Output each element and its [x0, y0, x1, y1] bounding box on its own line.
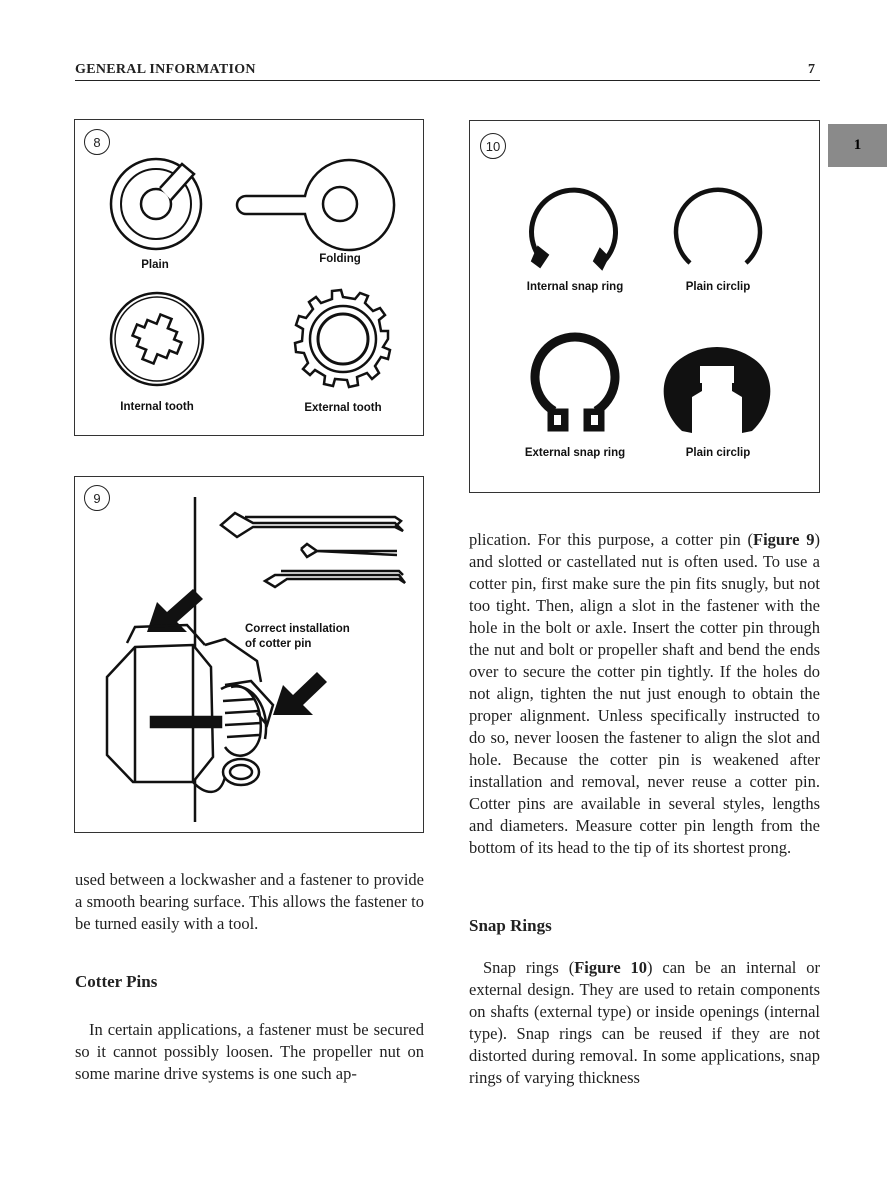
figure-8-number: 8: [84, 129, 110, 155]
plain-washer-drawing: [111, 159, 201, 249]
figure-9-number: 9: [84, 485, 110, 511]
plain-circlip-top-drawing: [676, 190, 760, 263]
right-column-paragraph-1: [469, 529, 820, 859]
figure-8-washers: [74, 119, 424, 436]
right-column-paragraph-2: [469, 957, 820, 1089]
paragraph-text: In certain applications, a fastener must be secured so it cannot possibly loosen. The propeller nut on some marine drive systems is one such ap-: [75, 1020, 424, 1083]
figure-9-cotter-pin: [74, 476, 424, 833]
internal-snap-ring-drawing: [532, 190, 616, 269]
text-run: Snap rings (: [483, 958, 575, 977]
label-internal-snap-ring: Internal snap ring: [526, 281, 624, 293]
heading-cotter-pins: Cotter Pins: [75, 972, 158, 991]
header-rule: [75, 80, 820, 81]
left-column-paragraph-1: [75, 869, 424, 935]
paragraph-text: used between a lockwasher and a fastener to provide a smooth bearing surface. This allows the fastener to be turned easily with a tool.: [75, 870, 424, 933]
figure-8-illustration: [75, 120, 425, 437]
arrow-right-drawing: [273, 672, 327, 715]
label-external-tooth: External tooth: [304, 402, 382, 414]
figure-10-number: 10: [480, 133, 506, 159]
figure-9-reference: Figure 9: [753, 530, 815, 549]
plain-circlip-bottom-drawing: [664, 347, 771, 433]
castellated-nut-drawing: [107, 625, 273, 792]
caption-line-2: of cotter pin: [245, 638, 312, 650]
figure-10-illustration: [470, 121, 821, 494]
page-number: 7: [808, 62, 815, 77]
external-snap-ring-drawing: [535, 337, 615, 431]
text-run: ) can be an internal or external design. They are used to retain components on shafts (external type) or inside openings (internal type). Snap rings can be reused if they are not distorted during removal. In some applications, snap rings of varying thickness: [469, 958, 820, 1087]
figure-9-illustration: [75, 477, 425, 834]
label-plain: Plain: [141, 259, 169, 271]
chapter-tab: 1: [828, 124, 887, 167]
label-plain-circlip-bottom: Plain circlip: [685, 447, 751, 459]
label-plain-circlip-top: Plain circlip: [685, 281, 751, 293]
label-external-snap-ring: External snap ring: [524, 447, 626, 459]
cotter-pin-drawings: [221, 513, 405, 587]
figure-10-snap-rings: [469, 120, 820, 493]
internal-tooth-washer-drawing: [111, 293, 203, 385]
text-run: ) and slotted or castellated nut is often used. To use a cotter pin, first make sure the pin fits snugly, but not too tight. Then, align a slot in the fastener with the hole in the bolt or axle. Insert the cotter pin through the nut and bolt or propeller shaft and bend the ends over to secure the cotter pin tightly. If the holes do not align, tighten the nut just enough to obtain the proper alignment. Unless specifically instructed to do so, never loosen the fastener to align the slot and hole. Because the cotter pin is weakened after installation and removal, never reuse a cotter pin. Cotter pins are available in several styles, lengths and diameters. Measure cotter pin length from the bottom of its head to the tip of its shortest prong.: [469, 530, 820, 857]
heading-snap-rings: Snap Rings: [469, 916, 552, 935]
caption-line-1: Correct installation: [245, 623, 350, 635]
label-folding: Folding: [319, 253, 361, 265]
running-header-title: GENERAL INFORMATION: [75, 62, 256, 77]
text-run: plication. For this purpose, a cotter pin (: [469, 530, 753, 549]
paragraph-text: [469, 529, 820, 859]
label-internal-tooth: Internal tooth: [120, 401, 194, 413]
external-tooth-washer-drawing: [295, 290, 390, 387]
paragraph-text: [469, 957, 820, 1089]
folding-washer-drawing: [237, 160, 394, 250]
figure-10-reference: Figure 10: [574, 958, 648, 977]
left-column-paragraph-2: [75, 1019, 424, 1085]
